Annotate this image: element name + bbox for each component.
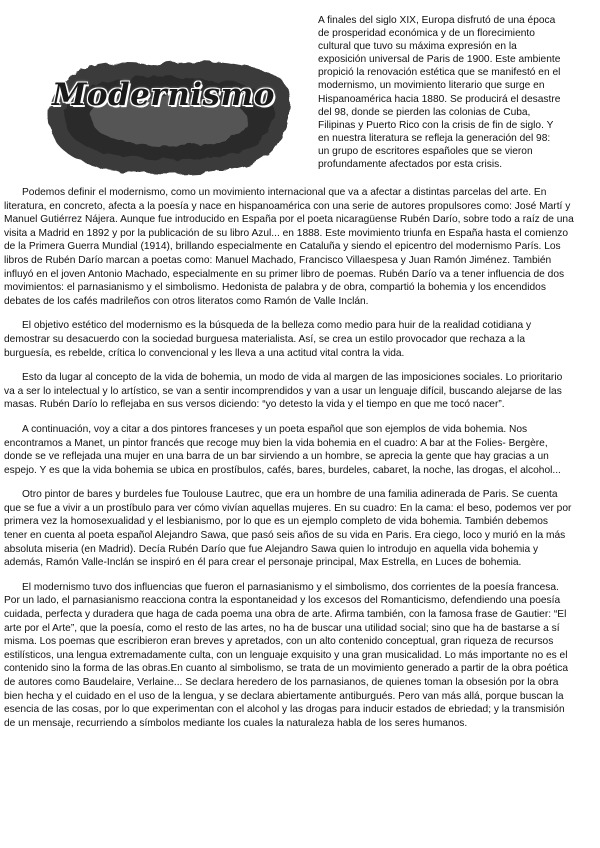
ink-splash-background: [42, 52, 302, 182]
document-title: Modernismo: [52, 77, 275, 113]
paragraph: A continuación, voy a citar a dos pintores franceses y un poeta español que son ejemplos de vida bohemia. Nos encontramos a Manet, un pintor francés que recoge muy bien la vida bohemia en el cuadro: A bar at the Folies- Bergère, donde se ve reflejada una mujer en una barra de un bar sirviendo a un hombre, se aprecia la gente que hay gracias a un espejo. Y es que la vida bohemia se ubica en prostíbulos, cafés, bares, burdeles, cabaret, la noche, las drogas, el alcohol...: [4, 423, 561, 476]
paragraph: Otro pintor de bares y burdeles fue Toulouse Lautrec, que era un hombre de una familia adinerada de Paris. Se cuenta que se fue a vivir a un prostíbulo para ver cómo vivían aquellas mujeres. En su cuadro: En la cama: el beso, podemos ver por primera vez la homosexualidad y el lesbianismo, por lo que es un ejemplo completo de vida bohemia. También debemos tener en cuenta al poeta español Alejandro Sawa, que pasó seis años de su vida en Paris. Era ciego, loco y murió en la más absoluta miseria (en Madrid). Decía Rubén Darío que fue Alejandro Sawa quien lo introdujo en aquella vida bohemia y además, Ramón Valle-Inclán se inspiró en él para crear el personaje principal, Max Estrella, en Luces de bohemia.: [4, 489, 572, 569]
body-text: [4, 186, 574, 741]
title-block: [42, 52, 302, 182]
paragraph: El modernismo tuvo dos influencias que fueron el parnasianismo y el simbolismo, dos corrientes de la poesía francesa. Por un lado, el parnasianismo reacciona contra la espontaneidad y los excesos del Romanticismo, defendiendo una poesía cuidada, perfecta y duradera que haga de cada poema una obra de arte. Afirma también, con la famosa frase de Gautier: “El arte por el Arte”, que la poesía, como el resto de las artes, no ha de buscar una utilidad social; sino que ha de bastarse a sí misma. Los poemas que escribieron eran breves y apretados, con un alto contenido conceptual, gran riqueza de recursos estilísticos, una lengua extremadamente culta, con un lenguaje exquisito y una gran musicalidad. Lo más importante no es el contenido sino la forma de las obras.En cuanto al simbolismo, se trata de un movimiento generado a partir de la obra poética de autores como Baudelaire, Verlaine... Se declara heredero de los parnasianos, de quienes toman la obsesión por la obra bien hecha y el cuidado en el uso de la lengua, y se declara abiertamente antiburgués. Pero van más allá, porque buscan la esencia de las cosas, por lo que experimentan con el alcohol y las drogas para inducir estados de ebriedad; y la transmisión de un mensaje, recurriendo a símbolos mediante los cuales la naturaleza habla de los seres humanos.: [4, 581, 569, 729]
intro-paragraph: A finales del siglo XIX, Europa disfrutó de una época de prosperidad económica y de un florecimiento cultural que tuvo su máxima expresión en la exposición universal de Paris de 1900. Este ambiente propició la renovación estética que se manifestó en el modernismo, un movimiento literario que surge en Hispanoamérica hacia 1880. Se producirá el desastre del 98, donde se pierden las colonias de Cuba, Filipinas y Puerto Rico con la crisis de fin de siglo. Y en nuestra literatura se refleja la generación del 98: un grupo de escritores españoles que se vieron profundamente afectados por esta crisis.: [318, 15, 561, 171]
paragraph: Podemos definir el modernismo, como un movimiento internacional que va a afectar a distintas parcelas del arte. En literatura, en concreto, afecta a la poesía y nace en hispanoamérica con una serie de autores propulsores como: José Martí y Manuel Gutiérrez Nájera. Aunque fue introducido en España por el poeta nicaragüense Rubén Darío, sobre todo a raíz de una visita a Madrid en 1892 y por la publicación de su libro Azul... en 1888. Este movimiento triunfa en España hasta el comienzo de la Primera Guerra Mundial (1914), brillando especialmente en Cataluña y siendo el epicentro del modernismo París. Los libros de Rubén Darío marcan a poetas como: Manuel Machado, Francisco Villaespesa y Juan Ramón Jiménez. También influyó en el joven Antonio Machado, especialmente en su primer libro de poemas. Rubén Darío va a tener influencia de dos movimientos: el parnasianismo y el simbolismo. Hedonista de palabra y de obra, compartió la bohemia y los encendidos debates de los cafés madrileños con otros literatos como Ramón de Valle Inclán.: [4, 187, 574, 307]
paragraph: Esto da lugar al concepto de la vida de bohemia, un modo de vida al margen de las imposiciones sociales. Lo prioritario va a ser lo intelectual y lo artístico, se van a sentir incomprendidos y van a usar un lenguaje difícil, buscando alejarse de las masas. Rubén Darío lo reflejaba en sus versos diciendo: “yo detesto la vida y el tiempo en que me tocó nacer”.: [4, 372, 563, 411]
paragraph: El objetivo estético del modernismo es la búsqueda de la belleza como medio para huir de la realidad cotidiana y demostrar su desacuerdo con la sociedad burguesa materialista. Así, se crea un estilo provocador que rechaza a la burguesía, es rebelde, crítica lo convencional y les lleva a una actitud vital contra la vida.: [4, 320, 532, 359]
